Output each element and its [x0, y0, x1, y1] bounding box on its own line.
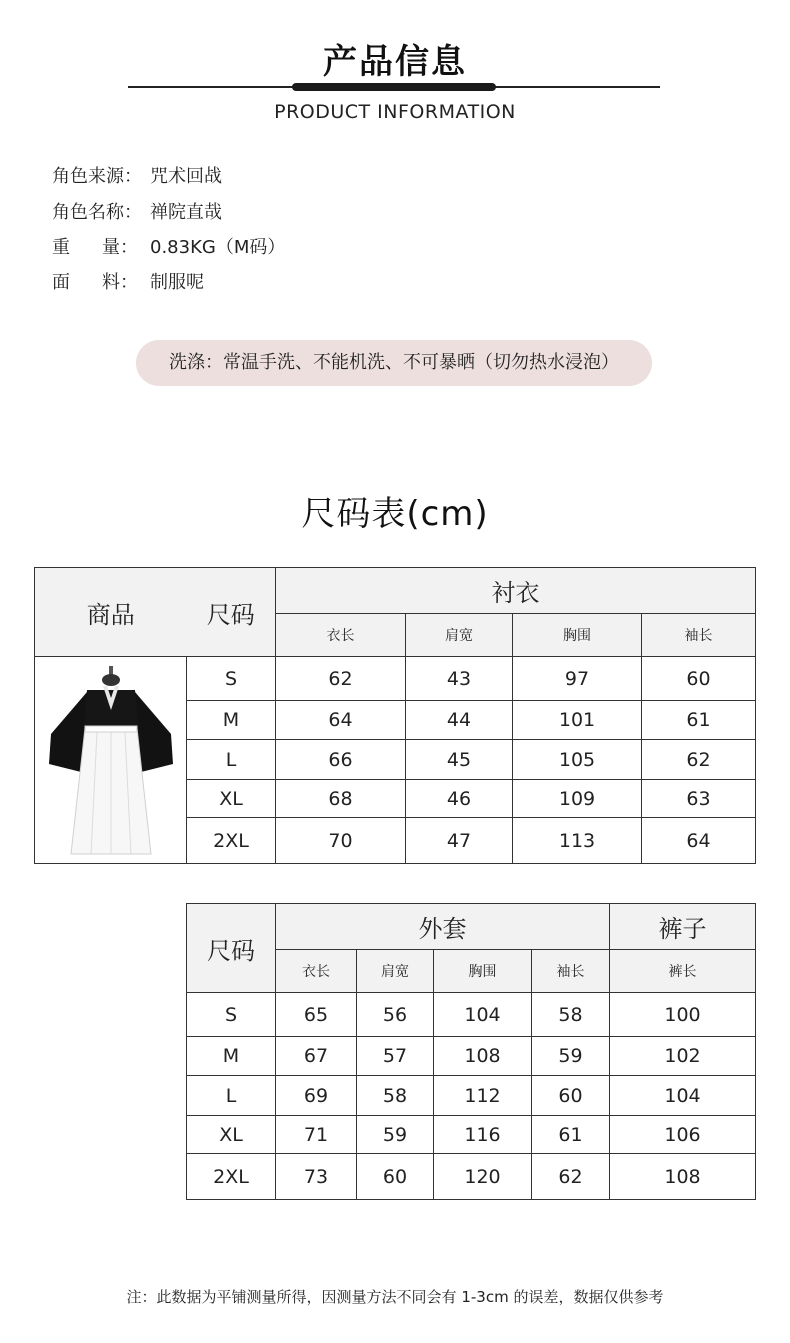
size-cell: S	[187, 657, 276, 701]
info-name-label: 角色名称：	[52, 202, 142, 223]
column-header: 衣长	[276, 614, 406, 657]
value-cell: 97	[513, 657, 642, 701]
value-cell: 70	[276, 818, 406, 864]
value-cell: 61	[532, 1116, 610, 1154]
shirt-size-table	[34, 567, 756, 864]
info-weight	[52, 236, 285, 260]
size-cell: XL	[187, 1116, 276, 1154]
value-cell: 46	[406, 780, 513, 818]
value-cell: 62	[532, 1154, 610, 1200]
page-title: 产品信息	[323, 42, 467, 82]
value-cell: 58	[357, 1076, 434, 1116]
value-cell: 71	[276, 1116, 357, 1154]
table-row	[187, 993, 756, 1037]
column-header: 袖长	[642, 614, 756, 657]
info-name	[52, 201, 222, 225]
value-cell: 59	[532, 1037, 610, 1076]
column-header: 衣长	[276, 950, 357, 993]
value-cell: 108	[610, 1154, 756, 1200]
size-cell: XL	[187, 780, 276, 818]
value-cell: 60	[642, 657, 756, 701]
coat-pants-size-table	[186, 903, 756, 1200]
value-cell: 64	[276, 701, 406, 740]
value-cell: 60	[532, 1076, 610, 1116]
product-header: 商品	[35, 568, 187, 657]
info-source-value: 咒术回战	[150, 166, 222, 187]
value-cell: 113	[513, 818, 642, 864]
value-cell: 62	[642, 740, 756, 780]
product-image	[35, 657, 187, 864]
value-cell: 104	[434, 993, 532, 1037]
value-cell: 47	[406, 818, 513, 864]
page-subtitle: PRODUCT INFORMATION	[274, 101, 516, 123]
info-source	[52, 165, 222, 189]
info-name-value: 禅院直哉	[150, 202, 222, 223]
column-header: 袖长	[532, 950, 610, 993]
value-cell: 112	[434, 1076, 532, 1116]
size-header: 尺码	[187, 568, 276, 657]
value-cell: 106	[610, 1116, 756, 1154]
value-cell: 63	[642, 780, 756, 818]
shirt-group-header: 衬衣	[276, 568, 756, 614]
info-weight-value: 0.83KG（M码）	[150, 237, 286, 258]
info-fabric-label: 面 料：	[52, 272, 138, 293]
value-cell: 100	[610, 993, 756, 1037]
info-source-label: 角色来源：	[52, 166, 142, 187]
column-header: 胸围	[434, 950, 532, 993]
measurement-note: 注：此数据为平铺测量所得，因测量方法不同会有 1-3cm 的误差，数据仅供参考	[126, 1288, 664, 1306]
value-cell: 44	[406, 701, 513, 740]
table-row	[35, 657, 756, 701]
title-divider-accent	[292, 83, 496, 91]
size-cell: L	[187, 1076, 276, 1116]
table-row	[187, 1076, 756, 1116]
value-cell: 105	[513, 740, 642, 780]
column-header: 肩宽	[406, 614, 513, 657]
value-cell: 66	[276, 740, 406, 780]
value-cell: 62	[276, 657, 406, 701]
size-header: 尺码	[187, 904, 276, 993]
value-cell: 61	[642, 701, 756, 740]
size-cell: M	[187, 1037, 276, 1076]
info-weight-label: 重 量：	[52, 237, 138, 258]
table-row	[187, 1154, 756, 1200]
value-cell: 65	[276, 993, 357, 1037]
value-cell: 68	[276, 780, 406, 818]
coat-group-header: 外套	[276, 904, 610, 950]
value-cell: 108	[434, 1037, 532, 1076]
info-fabric-value: 制服呢	[150, 272, 204, 293]
size-cell: M	[187, 701, 276, 740]
column-header: 胸围	[513, 614, 642, 657]
value-cell: 64	[642, 818, 756, 864]
value-cell: 116	[434, 1116, 532, 1154]
value-cell: 109	[513, 780, 642, 818]
value-cell: 102	[610, 1037, 756, 1076]
value-cell: 104	[610, 1076, 756, 1116]
value-cell: 57	[357, 1037, 434, 1076]
column-header: 肩宽	[357, 950, 434, 993]
column-header: 裤长	[610, 950, 756, 993]
pants-group-header: 裤子	[610, 904, 756, 950]
size-cell: L	[187, 740, 276, 780]
value-cell: 58	[532, 993, 610, 1037]
table-row	[187, 1116, 756, 1154]
size-chart-title: 尺码表(cm)	[301, 494, 489, 534]
value-cell: 45	[406, 740, 513, 780]
value-cell: 101	[513, 701, 642, 740]
size-cell: 2XL	[187, 1154, 276, 1200]
value-cell: 60	[357, 1154, 434, 1200]
size-cell: S	[187, 993, 276, 1037]
value-cell: 120	[434, 1154, 532, 1200]
kimono-costume-image	[47, 664, 175, 856]
size-cell: 2XL	[187, 818, 276, 864]
value-cell: 56	[357, 993, 434, 1037]
table-row	[187, 1037, 756, 1076]
value-cell: 67	[276, 1037, 357, 1076]
value-cell: 43	[406, 657, 513, 701]
value-cell: 59	[357, 1116, 434, 1154]
info-fabric	[52, 271, 204, 295]
value-cell: 69	[276, 1076, 357, 1116]
value-cell: 73	[276, 1154, 357, 1200]
wash-instructions: 洗涤：常温手洗、不能机洗、不可暴晒（切勿热水浸泡）	[136, 340, 652, 386]
